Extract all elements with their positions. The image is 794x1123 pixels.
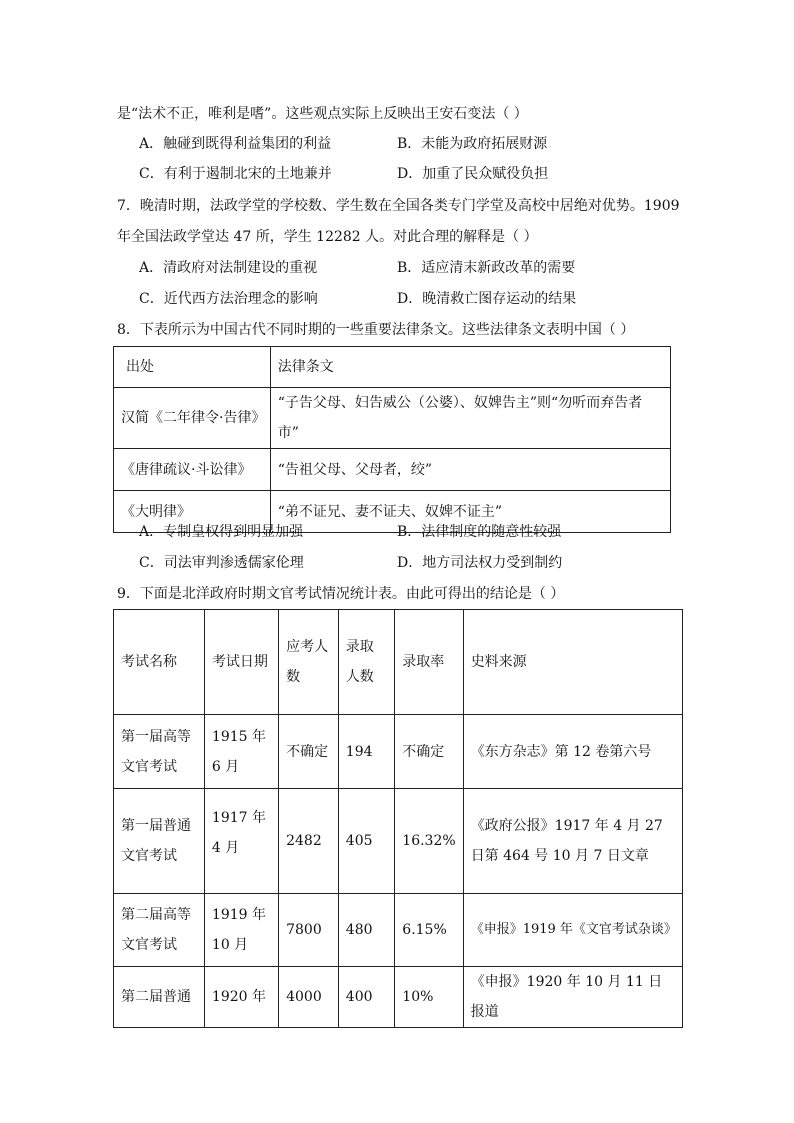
table-row bbox=[114, 894, 683, 967]
law-cell: “告祖父母、父母者，绞” bbox=[270, 449, 670, 491]
header-exam-name: 考试名称 bbox=[114, 610, 205, 715]
header-law-text: 法律条文 bbox=[270, 347, 670, 388]
applicants-cell: 2482 bbox=[279, 789, 339, 894]
exam-name-cell: 第二届高等文官考试 bbox=[114, 894, 205, 967]
q9-stem: 9．下面是北洋政府时期文官考试情况统计表。由此可得出的结论是（ ） bbox=[117, 586, 565, 602]
table-row bbox=[114, 388, 671, 449]
exam-name-cell: 第二届普通 bbox=[114, 967, 205, 1028]
applicants-cell: 4000 bbox=[279, 967, 339, 1028]
table-row bbox=[114, 967, 683, 1028]
source-cell: 《东方杂志》第 12 卷第六号 bbox=[463, 715, 682, 789]
admission-rate-cell: 不确定 bbox=[395, 715, 463, 789]
header-source: 史料来源 bbox=[463, 610, 682, 715]
header-exam-date: 考试日期 bbox=[204, 610, 278, 715]
q6-option-c: C．有利于遏制北宋的土地兼并 bbox=[139, 166, 332, 182]
admitted-cell: 400 bbox=[338, 967, 395, 1028]
q6-stem-tail: 是“法术不正，唯利是嗜”。这些观点实际上反映出王安石变法（ ） bbox=[117, 106, 528, 122]
q7-stem-line2: 年全国法政学堂达 47 所，学生 12282 人。对此合理的解释是（ ） bbox=[117, 229, 538, 245]
table-row bbox=[114, 715, 683, 789]
q7-stem-line1: 7．晚清时期，法政学堂的学校数、学生数在全国各类专门学堂及高校中居绝对优势。1909 bbox=[117, 198, 680, 214]
table-header-row bbox=[114, 347, 671, 388]
exam-name-cell: 第一届高等文官考试 bbox=[114, 715, 205, 789]
q6-option-b: B．未能为政府拓展财源 bbox=[397, 136, 548, 152]
header-admitted: 录取人数 bbox=[338, 610, 395, 715]
exam-date-cell: 1917 年 4 月 bbox=[204, 789, 278, 894]
table-row bbox=[114, 789, 683, 894]
q8-option-d: D．地方司法权力受到制约 bbox=[397, 555, 563, 571]
q8-law-table bbox=[113, 346, 671, 533]
q7-option-a: A．清政府对法制建设的重视 bbox=[139, 260, 318, 276]
source-cell: 《政府公报》1917 年 4 月 27 日第 464 号 10 月 7 日文章 bbox=[463, 789, 682, 894]
exam-date-cell: 1915 年 6 月 bbox=[204, 715, 278, 789]
applicants-cell: 不确定 bbox=[279, 715, 339, 789]
law-cell: “弟不证兄、妻不证夫、奴婢不证主” bbox=[270, 491, 670, 533]
q8-option-c: C．司法审判渗透儒家伦理 bbox=[139, 555, 304, 571]
admission-rate-cell: 16.32% bbox=[395, 789, 463, 894]
exam-date-cell: 1920 年 bbox=[204, 967, 278, 1028]
header-source: 出处 bbox=[114, 347, 271, 388]
applicants-cell: 7800 bbox=[279, 894, 339, 967]
admission-rate-cell: 10% bbox=[395, 967, 463, 1028]
q9-exam-table bbox=[113, 609, 683, 1028]
source-cell: 《申报》1919 年《文官考试杂谈》 bbox=[463, 894, 682, 967]
admitted-cell: 194 bbox=[338, 715, 395, 789]
header-admission-rate: 录取率 bbox=[395, 610, 463, 715]
q6-option-d: D．加重了民众赋役负担 bbox=[397, 166, 549, 182]
q7-option-b: B．适应清末新政改革的需要 bbox=[397, 260, 576, 276]
law-cell: “子告父母、妇告威公（公婆）、奴婢告主”则“勿听而弃告者市” bbox=[270, 388, 670, 449]
admission-rate-cell: 6.15% bbox=[395, 894, 463, 967]
q7-option-c: C．近代西方法治理念的影响 bbox=[139, 291, 318, 307]
source-cell: 《申报》1920 年 10 月 11 日报道 bbox=[463, 967, 682, 1028]
table-row bbox=[114, 449, 671, 491]
q8-option-b: B．法律制度的随意性较强 bbox=[397, 524, 562, 540]
source-cell: 《唐律疏议·斗讼律》 bbox=[114, 449, 271, 491]
q6-option-a: A．触碰到既得利益集团的利益 bbox=[139, 136, 332, 152]
exam-date-cell: 1919 年 10 月 bbox=[204, 894, 278, 967]
q8-option-a: A．专制皇权得到明显加强 bbox=[139, 524, 304, 540]
q7-option-d: D．晚清救亡图存运动的结果 bbox=[397, 291, 577, 307]
source-cell: 《大明律》 bbox=[114, 491, 271, 533]
table-header-row bbox=[114, 610, 683, 715]
exam-name-cell: 第一届普通文官考试 bbox=[114, 789, 205, 894]
q8-stem: 8．下表所示为中国古代不同时期的一些重要法律条文。这些法律条文表明中国（ ） bbox=[117, 322, 635, 338]
source-cell: 汉简《二年律令·告律》 bbox=[114, 388, 271, 449]
admitted-cell: 480 bbox=[338, 894, 395, 967]
header-applicants: 应考人数 bbox=[279, 610, 339, 715]
admitted-cell: 405 bbox=[338, 789, 395, 894]
